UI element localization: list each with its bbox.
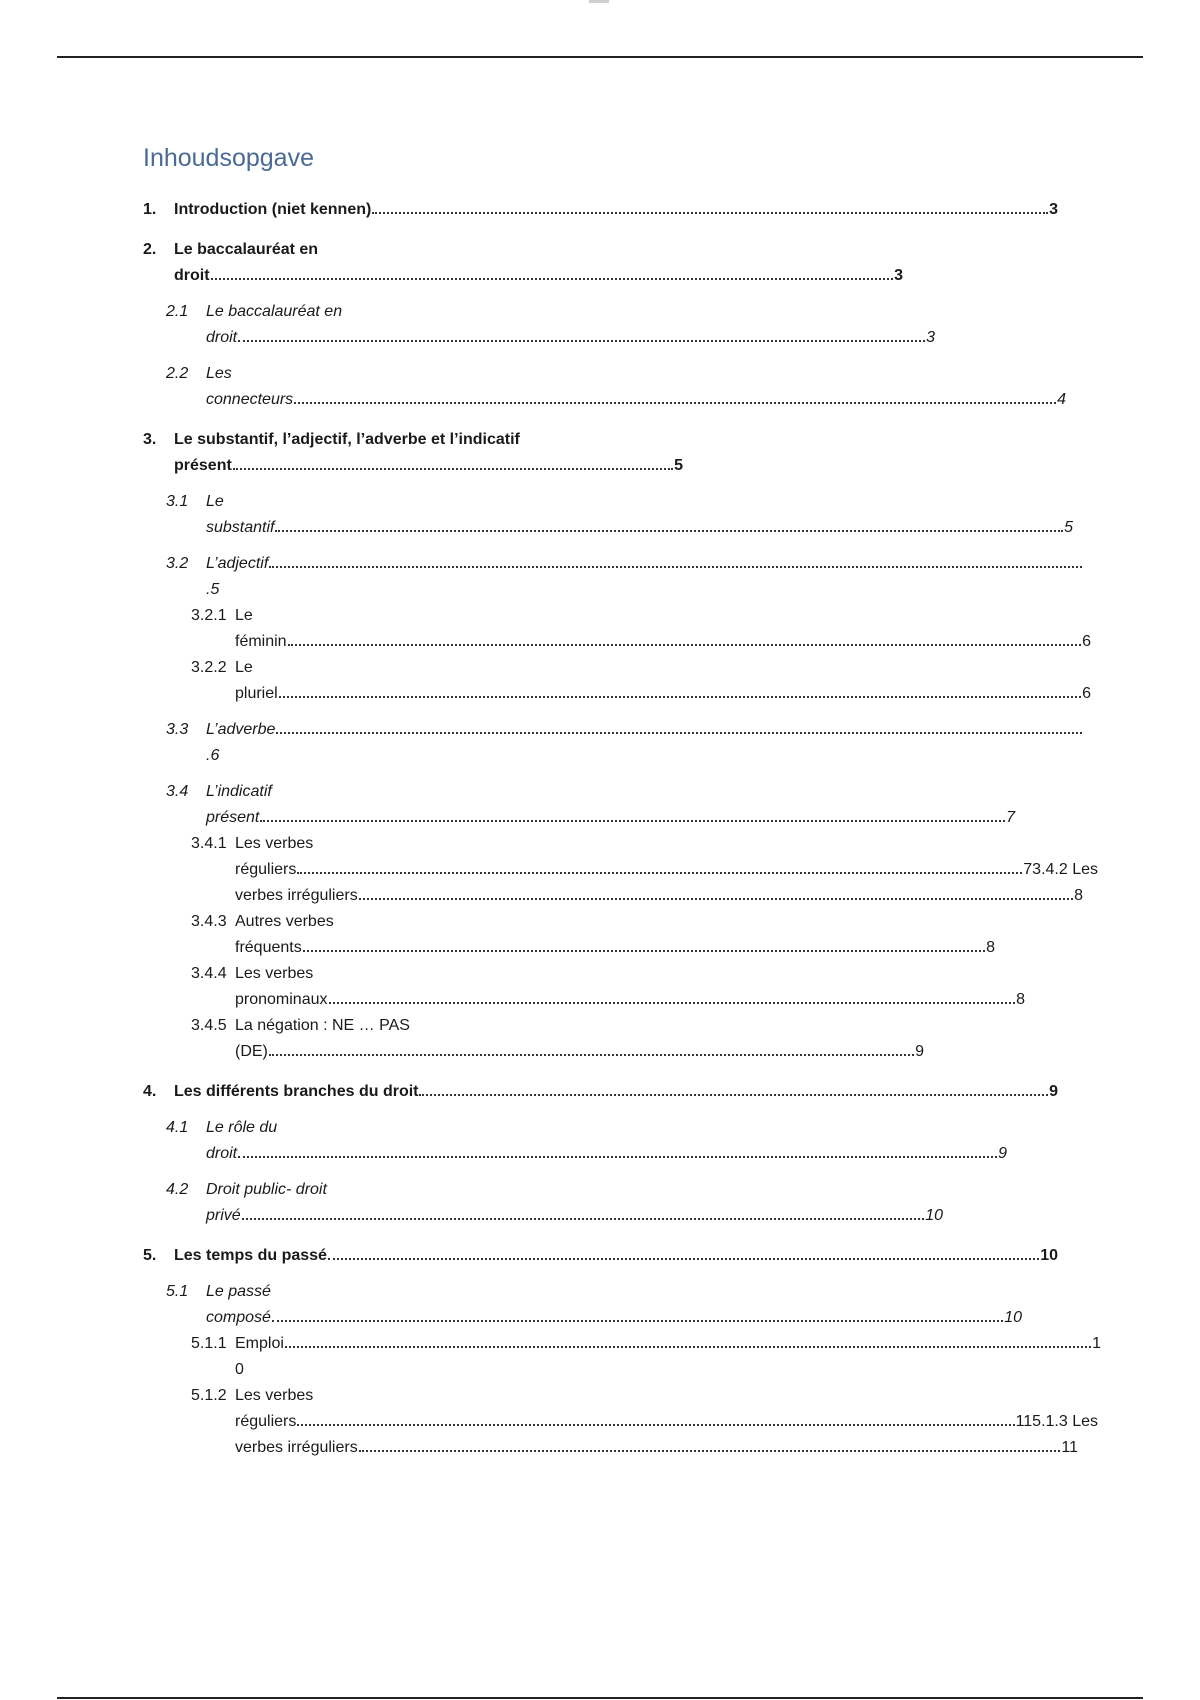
toc-entry-page: 8 bbox=[1074, 887, 1083, 904]
toc-entry-text bbox=[174, 197, 1058, 223]
toc-entry-title-line: Les verbes bbox=[235, 835, 314, 852]
toc-entry-page-overflow: 0 bbox=[235, 1361, 244, 1378]
toc-entry-leader-line bbox=[235, 1409, 1098, 1435]
toc-entry-text bbox=[174, 1079, 1058, 1105]
toc-entry-title: composé bbox=[206, 1309, 271, 1326]
dot-leader bbox=[269, 566, 1082, 568]
dot-leader bbox=[372, 212, 1048, 214]
toc-entry[interactable] bbox=[143, 197, 1058, 223]
toc-entry-title: Les temps du passé bbox=[174, 1247, 327, 1264]
toc-entry-leader-line bbox=[235, 987, 1025, 1013]
toc-entry-leader-line bbox=[206, 387, 1066, 413]
dot-leader bbox=[359, 1450, 1061, 1452]
toc-entry-title-line: Le rôle du bbox=[206, 1119, 278, 1136]
toc-entry-text bbox=[174, 1243, 1058, 1269]
toc-entry-page: 3 bbox=[1049, 201, 1058, 218]
toc-entry-number: 5.1.2 bbox=[191, 1387, 227, 1404]
toc-entry-leader-line bbox=[235, 629, 1091, 655]
toc-entry-title-line: Le bbox=[235, 607, 253, 624]
toc-entry-title-line: Les verbes bbox=[235, 1387, 314, 1404]
toc-entry-text bbox=[206, 551, 1083, 603]
toc-entry-page-overflow: .6 bbox=[206, 747, 220, 764]
toc-entry[interactable] bbox=[143, 427, 683, 479]
toc-entry-page: 9 bbox=[1049, 1083, 1058, 1100]
toc-entry[interactable] bbox=[143, 551, 1083, 603]
toc-entry-title-line: Le substantif, l’adjectif, l’adverbe et l’indicatif bbox=[174, 431, 520, 448]
toc-entry[interactable] bbox=[143, 717, 1083, 769]
toc-entry-leader-line bbox=[235, 935, 995, 961]
toc-entry-text bbox=[235, 1013, 924, 1065]
toc-entry-page: 10 bbox=[1004, 1309, 1022, 1326]
toc-entry-number: 3.4.5 bbox=[191, 1017, 227, 1034]
toc-entry-leader-line bbox=[235, 857, 1098, 883]
toc-entry-text bbox=[235, 883, 1083, 909]
dot-leader bbox=[275, 530, 1063, 532]
toc-entry-leader-line bbox=[235, 1435, 1078, 1461]
toc-entry-title: Emploi bbox=[235, 1335, 284, 1352]
toc-entry-title: verbes irréguliers bbox=[235, 1439, 358, 1456]
toc-entry-number: 2.1 bbox=[166, 303, 189, 320]
toc-entry-title: pronominaux bbox=[235, 991, 328, 1008]
toc-entry-title-line: Le baccalauréat en bbox=[174, 241, 319, 258]
toc-entry-leader-line bbox=[174, 197, 1058, 223]
toc-entry-page: 73.4.2 Les bbox=[1023, 861, 1098, 878]
toc-entry[interactable] bbox=[143, 1243, 1058, 1269]
toc-entry-page: 3 bbox=[894, 267, 903, 284]
toc-entry-title: verbes irréguliers bbox=[235, 887, 358, 904]
toc-entry-title: présent bbox=[174, 457, 232, 474]
footer-rule bbox=[57, 1697, 1143, 1699]
toc-entry-text bbox=[235, 1383, 1098, 1435]
toc-entry[interactable] bbox=[143, 883, 1083, 909]
toc-entry-number: 4. bbox=[143, 1083, 157, 1100]
toc-entry-page: 10 bbox=[925, 1207, 943, 1224]
toc-entry-page: 1 bbox=[1092, 1335, 1101, 1352]
toc-entry-leader-line bbox=[206, 325, 935, 351]
toc-entry[interactable] bbox=[143, 831, 1098, 883]
toc-entry-title-line: Le passé bbox=[206, 1283, 271, 1300]
toc-entry-number: 3.3 bbox=[166, 721, 189, 738]
toc-entry-title-line: Le bbox=[235, 659, 253, 676]
toc-entry-title: pluriel bbox=[235, 685, 278, 702]
toc-entry[interactable] bbox=[143, 1013, 924, 1065]
toc-entry-number: 3.2.2 bbox=[191, 659, 227, 676]
toc-entry-title: connecteurs bbox=[206, 391, 294, 408]
toc-entry[interactable] bbox=[143, 909, 995, 961]
toc-entries bbox=[143, 197, 1101, 1461]
toc-entry-title: réguliers bbox=[235, 861, 297, 878]
toc-entry-title: Introduction (niet kennen) bbox=[174, 201, 372, 218]
toc-entry-leader-line bbox=[206, 515, 1073, 541]
toc-entry-number: 3.4 bbox=[166, 783, 189, 800]
toc-entry-number: 3. bbox=[143, 431, 157, 448]
dot-leader bbox=[238, 1156, 997, 1158]
toc-entry-text bbox=[206, 1177, 943, 1229]
toc-entry-title: L’adjectif bbox=[206, 555, 269, 572]
toc-entry-number: 5. bbox=[143, 1247, 157, 1264]
toc-entry-title: substantif bbox=[206, 519, 275, 536]
toc-entry-title: réguliers bbox=[235, 1413, 297, 1430]
toc-entry-title: (DE) bbox=[235, 1043, 268, 1060]
toc-entry-number: 4.1 bbox=[166, 1119, 189, 1136]
toc-entry-leader-line bbox=[206, 1141, 1007, 1167]
toc-entry-number: 3.1 bbox=[166, 493, 189, 510]
toc-entry-page-overflow: .5 bbox=[206, 581, 220, 598]
dot-leader bbox=[211, 278, 894, 280]
toc-entry-number: 2.2 bbox=[166, 365, 189, 382]
toc-entry-title: droit bbox=[206, 1145, 238, 1162]
toc-entry-title-line: L’indicatif bbox=[206, 783, 272, 800]
toc-entry-leader-line bbox=[174, 1079, 1058, 1105]
toc-entry-text bbox=[235, 1435, 1078, 1461]
toc-entry-page: 9 bbox=[998, 1145, 1007, 1162]
toc-entry-text bbox=[235, 603, 1091, 655]
dot-leader bbox=[297, 1424, 1014, 1426]
header-rule bbox=[57, 56, 1143, 58]
toc-entry-page: 3 bbox=[926, 329, 935, 346]
toc-entry-number: 2. bbox=[143, 241, 157, 258]
toc-entry-number bbox=[191, 1435, 235, 1461]
dot-leader bbox=[294, 402, 1056, 404]
toc-entry-page: 5 bbox=[674, 457, 683, 474]
toc-entry-leader-line bbox=[235, 1331, 1101, 1357]
toc-entry-number: 5.1.1 bbox=[191, 1335, 227, 1352]
toc-entry-text bbox=[206, 299, 935, 351]
toc-entry-title-line: La négation : NE … PAS bbox=[235, 1017, 410, 1034]
toc-entry-leader-line bbox=[235, 883, 1083, 909]
toc-entry-title: fréquents bbox=[235, 939, 302, 956]
toc-entry-text bbox=[235, 961, 1025, 1013]
toc-entry-leader-line bbox=[206, 717, 1083, 743]
toc-entry-text bbox=[235, 909, 995, 961]
toc-entry-leader-line bbox=[206, 551, 1083, 577]
toc-entry-leader-line bbox=[235, 1039, 924, 1065]
toc-entry-leader-line bbox=[174, 263, 903, 289]
toc-entry[interactable] bbox=[143, 1279, 1022, 1331]
dot-leader bbox=[285, 1346, 1091, 1348]
dot-leader bbox=[269, 1054, 914, 1056]
dot-leader bbox=[328, 1258, 1039, 1260]
toc-entry-text bbox=[206, 1279, 1022, 1331]
toc-entry-text bbox=[206, 779, 1015, 831]
toc-entry[interactable] bbox=[143, 603, 1091, 655]
toc-entry[interactable] bbox=[143, 961, 1025, 1013]
dot-leader bbox=[297, 872, 1022, 874]
dot-leader bbox=[303, 950, 985, 952]
table-of-contents bbox=[143, 143, 1101, 1461]
toc-entry-page: 115.1.3 Les bbox=[1015, 1413, 1098, 1430]
dot-leader bbox=[260, 820, 1005, 822]
dot-leader bbox=[329, 1002, 1016, 1004]
toc-entry[interactable] bbox=[143, 1079, 1058, 1105]
dot-leader bbox=[272, 1320, 1003, 1322]
toc-entry[interactable] bbox=[143, 1115, 1007, 1167]
dot-leader bbox=[242, 1218, 925, 1220]
toc-entry-leader-line bbox=[206, 805, 1015, 831]
toc-entry-page: 6 bbox=[1082, 685, 1091, 702]
toc-entry-page: 7 bbox=[1006, 809, 1015, 826]
toc-entry[interactable] bbox=[143, 299, 935, 351]
toc-entry-title: privé bbox=[206, 1207, 241, 1224]
toc-entry-title-line: Droit public- droit bbox=[206, 1181, 327, 1198]
toc-entry-title: droit bbox=[206, 329, 238, 346]
toc-entry-leader-line bbox=[235, 681, 1091, 707]
dot-leader bbox=[238, 340, 925, 342]
toc-entry[interactable] bbox=[143, 779, 1015, 831]
toc-entry-number: 3.2 bbox=[166, 555, 189, 572]
toc-entry-text bbox=[206, 489, 1073, 541]
toc-entry-leader-line bbox=[206, 1203, 943, 1229]
toc-entry-page: 4 bbox=[1057, 391, 1066, 408]
toc-entry[interactable] bbox=[143, 1177, 943, 1229]
toc-entry-text bbox=[235, 831, 1098, 883]
toc-entry-title-line: Autres verbes bbox=[235, 913, 334, 930]
dot-leader bbox=[233, 468, 673, 470]
toc-entry-number: 3.4.4 bbox=[191, 965, 227, 982]
toc-entry-leader-line bbox=[206, 1305, 1022, 1331]
toc-entry-number: 3.2.1 bbox=[191, 607, 227, 624]
toc-entry-title: Les différents branches du droit bbox=[174, 1083, 419, 1100]
toc-entry[interactable] bbox=[143, 1435, 1078, 1461]
toc-entry-page: 11 bbox=[1061, 1439, 1078, 1456]
toc-entry-page: 8 bbox=[1016, 991, 1025, 1008]
toc-entry-leader-line bbox=[174, 1243, 1058, 1269]
toc-entry-number: 3.4.1 bbox=[191, 835, 227, 852]
toc-entry-page: 10 bbox=[1040, 1247, 1058, 1264]
toc-entry[interactable] bbox=[143, 655, 1091, 707]
toc-entry[interactable] bbox=[143, 1383, 1098, 1435]
toc-entry-number bbox=[191, 883, 235, 909]
toc-entry[interactable] bbox=[143, 489, 1073, 541]
toc-entry-title: présent bbox=[206, 809, 260, 826]
toc-entry-page: 8 bbox=[986, 939, 995, 956]
toc-entry-number: 4.2 bbox=[166, 1181, 189, 1198]
toc-entry-text bbox=[235, 655, 1091, 707]
toc-entry-title: féminin bbox=[235, 633, 287, 650]
page-top-marker bbox=[589, 0, 609, 3]
toc-entry-title: L’adverbe bbox=[206, 721, 276, 738]
toc-entry-title: droit bbox=[174, 267, 210, 284]
dot-leader bbox=[276, 732, 1082, 734]
toc-title: Inhoudsopgave bbox=[143, 144, 314, 172]
toc-entry-text bbox=[206, 717, 1083, 769]
dot-leader bbox=[279, 696, 1081, 698]
dot-leader bbox=[359, 898, 1073, 900]
toc-entry[interactable] bbox=[143, 1331, 1101, 1383]
toc-entry-number: 3.4.3 bbox=[191, 913, 227, 930]
toc-entry-title-line: Les verbes bbox=[235, 965, 314, 982]
toc-entry-text bbox=[206, 1115, 1007, 1167]
toc-entry-text bbox=[174, 237, 903, 289]
toc-entry[interactable] bbox=[143, 361, 1066, 413]
toc-entry-title-line: Les bbox=[206, 365, 232, 382]
dot-leader bbox=[419, 1094, 1048, 1096]
toc-entry-text bbox=[206, 361, 1066, 413]
toc-entry-leader-line bbox=[174, 453, 683, 479]
toc-entry-title-line: Le baccalauréat en bbox=[206, 303, 343, 320]
toc-entry-number: 1. bbox=[143, 201, 157, 218]
toc-entry-page: 9 bbox=[915, 1043, 924, 1060]
toc-entry-title-line: Le bbox=[206, 493, 224, 510]
dot-leader bbox=[288, 644, 1082, 646]
toc-entry-text bbox=[235, 1331, 1101, 1383]
toc-entry-page: 6 bbox=[1082, 633, 1091, 650]
toc-entry-page: 5 bbox=[1064, 519, 1073, 536]
toc-entry[interactable] bbox=[143, 237, 903, 289]
toc-entry-text bbox=[174, 427, 683, 479]
toc-entry-number: 5.1 bbox=[166, 1283, 189, 1300]
